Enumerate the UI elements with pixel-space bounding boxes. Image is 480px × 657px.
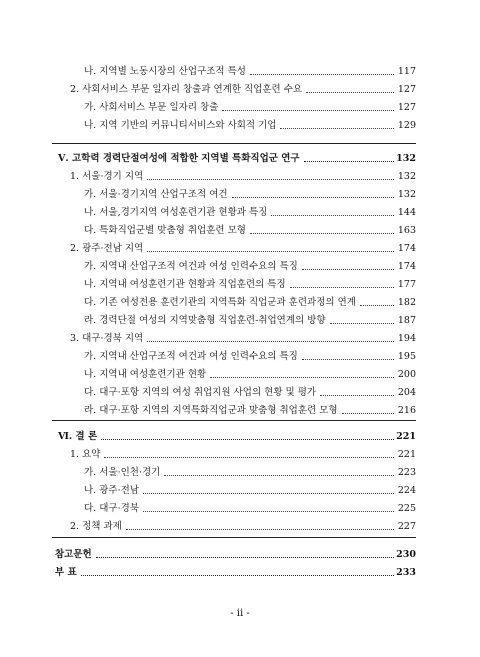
page-number: - ii - [230, 608, 250, 619]
section-divider [52, 420, 416, 421]
toc-entry [0, 330, 480, 348]
toc-entry-label: 3. 대구·경북 지역 [70, 333, 144, 344]
toc-entry-page: 182 [397, 297, 416, 308]
toc-entry-label: 2. 광주·전남 지역 [70, 243, 144, 254]
toc-entry-label: 나. 지역 기반의 커뮤니티서비스와 사회적 기업 [84, 120, 277, 131]
toc-leader-dots [232, 197, 394, 198]
toc-entry-label: Ⅴ. 고학력 경력단절여성에 적합한 지역별 특화직업군 연구 [58, 153, 300, 164]
toc-entry-label: 2. 정책 과제 [70, 521, 122, 532]
toc-entry-page: 221 [397, 449, 416, 460]
toc-entry [0, 240, 480, 258]
toc-entry-label: 다. 대구·포항 지역의 여성 취업지원 사업의 현황 및 평가 [84, 387, 317, 398]
toc-entry-page: 163 [397, 225, 416, 236]
toc-entry-page: 174 [397, 243, 416, 254]
toc-entry-label: 나. 지역내 여성훈련기관 현황 [84, 369, 207, 380]
toc-entry [0, 222, 480, 240]
toc-entry-label: 1. 서울·경기 지역 [70, 171, 144, 182]
toc-entry [0, 446, 480, 464]
toc-entry-page: 233 [396, 567, 416, 578]
toc-entry-label: 가. 사회서비스 부문 일자리 창출 [84, 102, 219, 113]
toc-entry [0, 518, 480, 536]
toc-entry [0, 428, 480, 446]
toc-entry-label: 부 표 [55, 567, 77, 578]
toc-leader-dots [210, 377, 394, 378]
toc-entry-label: 다. 기존 여성전용 훈련기관의 지역특화 직업군과 훈련과정의 연계 [84, 297, 356, 308]
toc-entry-page: 230 [396, 549, 416, 560]
toc-entry-label: 다. 특화직업군별 맞춤형 취업훈련 모형 [84, 225, 246, 236]
toc-entry-label: 가. 서울·경기지역 산업구조적 여건 [84, 189, 228, 200]
toc-entry-page: 132 [397, 171, 416, 182]
toc-leader-dots [143, 511, 394, 512]
toc-leader-dots [143, 493, 394, 494]
toc-entry [0, 99, 480, 117]
toc-entry-page: 144 [397, 207, 416, 218]
toc-leader-dots [250, 233, 394, 234]
toc-entry-label: 나. 서울,경기지역 여성훈련기관 현황과 특징 [84, 207, 268, 218]
toc-entry-label: 1. 요약 [70, 449, 101, 460]
toc-leader-dots [342, 413, 394, 414]
toc-leader-dots [104, 457, 394, 458]
toc-entry-page: 129 [397, 120, 416, 131]
toc-leader-dots [81, 575, 394, 576]
toc-entry [0, 117, 480, 135]
toc-entry-page: 195 [397, 351, 416, 362]
toc-leader-dots [271, 215, 394, 216]
section-divider [52, 537, 416, 538]
toc-leader-dots [280, 128, 394, 129]
toc-entry-page: 174 [397, 261, 416, 272]
toc-entry-page: 194 [397, 333, 416, 344]
toc-leader-dots [330, 323, 394, 324]
toc-entry-page: 223 [397, 467, 416, 478]
toc-entry-page: 221 [396, 431, 416, 442]
toc-entry-label: 참고문헌 [55, 549, 92, 560]
toc-entry-page: 177 [397, 279, 416, 290]
toc-entry-page: 225 [397, 503, 416, 514]
toc-entry-page: 224 [397, 485, 416, 496]
toc-leader-dots [147, 251, 394, 252]
toc-entry-label: 라. 경력단절 여성의 지역맞춤형 직업훈련-취업연계의 방향 [84, 315, 326, 326]
toc-entry [0, 63, 480, 81]
toc-entry [0, 81, 480, 99]
toc-leader-dots [360, 305, 394, 306]
toc-entry [0, 564, 480, 582]
toc-leader-dots [147, 341, 394, 342]
toc-entry-page: 204 [397, 387, 416, 398]
toc-entry-page: 132 [397, 189, 416, 200]
toc-entry [0, 546, 480, 564]
toc-leader-dots [250, 74, 394, 75]
toc-entry-label: 나. 광주·전남 [84, 485, 139, 496]
toc-leader-dots [302, 269, 394, 270]
toc-entry-label: Ⅵ. 결 론 [58, 431, 98, 442]
toc-leader-dots [306, 92, 394, 93]
toc-entry-label: 가. 지역내 산업구조적 여건과 여성 인력수요의 특징 [84, 261, 298, 272]
toc-leader-dots [147, 179, 394, 180]
toc-leader-dots [290, 287, 394, 288]
toc-entry-page: 127 [397, 102, 416, 113]
toc-entry [0, 258, 480, 276]
toc-entry-page: 127 [397, 84, 416, 95]
toc-entry-label: 2. 사회서비스 부문 일자리 창출과 연계한 직업훈련 수요 [70, 84, 303, 95]
toc-entry [0, 312, 480, 330]
toc-leader-dots [164, 475, 394, 476]
toc-entry-page: 117 [397, 66, 416, 77]
section-divider [52, 143, 416, 144]
toc-entry [0, 186, 480, 204]
toc-entry-label: 나. 지역내 여성훈련기관 현황과 직업훈련의 특징 [84, 279, 286, 290]
toc-entry [0, 482, 480, 500]
toc-entry [0, 500, 480, 518]
toc-entry-label: 가. 지역내 산업구조적 여건과 여성 인력수요의 특징 [84, 351, 298, 362]
toc-entry [0, 168, 480, 186]
toc-entry [0, 464, 480, 482]
toc-entry-label: 라. 대구·포항 지역의 지역특화직업군과 맞춤형 취업훈련 모형 [84, 405, 338, 416]
toc-leader-dots [320, 395, 394, 396]
toc-entry [0, 294, 480, 312]
toc-leader-dots [101, 439, 394, 440]
toc-leader-dots [302, 359, 394, 360]
toc-leader-dots [222, 110, 394, 111]
toc-entry-page: 216 [397, 405, 416, 416]
toc-leader-dots [96, 557, 394, 558]
toc-leader-dots [304, 161, 394, 162]
toc-entry [0, 204, 480, 222]
toc-entry-page: 227 [397, 521, 416, 532]
toc-entry [0, 276, 480, 294]
toc-entry [0, 402, 480, 420]
toc-entry-label: 가. 서울·인천·경기 [84, 467, 161, 478]
toc-entry-label: 다. 대구·경북 [84, 503, 139, 514]
toc-entry [0, 150, 480, 168]
toc-entry-page: 200 [397, 369, 416, 380]
toc-leader-dots [126, 529, 394, 530]
toc-entry [0, 348, 480, 366]
toc-entry-page: 187 [397, 315, 416, 326]
toc-entry-page: 132 [396, 153, 416, 164]
toc-entry [0, 384, 480, 402]
toc-entry [0, 366, 480, 384]
toc-entry-label: 나. 지역별 노동시장의 산업구조적 특성 [84, 66, 246, 77]
